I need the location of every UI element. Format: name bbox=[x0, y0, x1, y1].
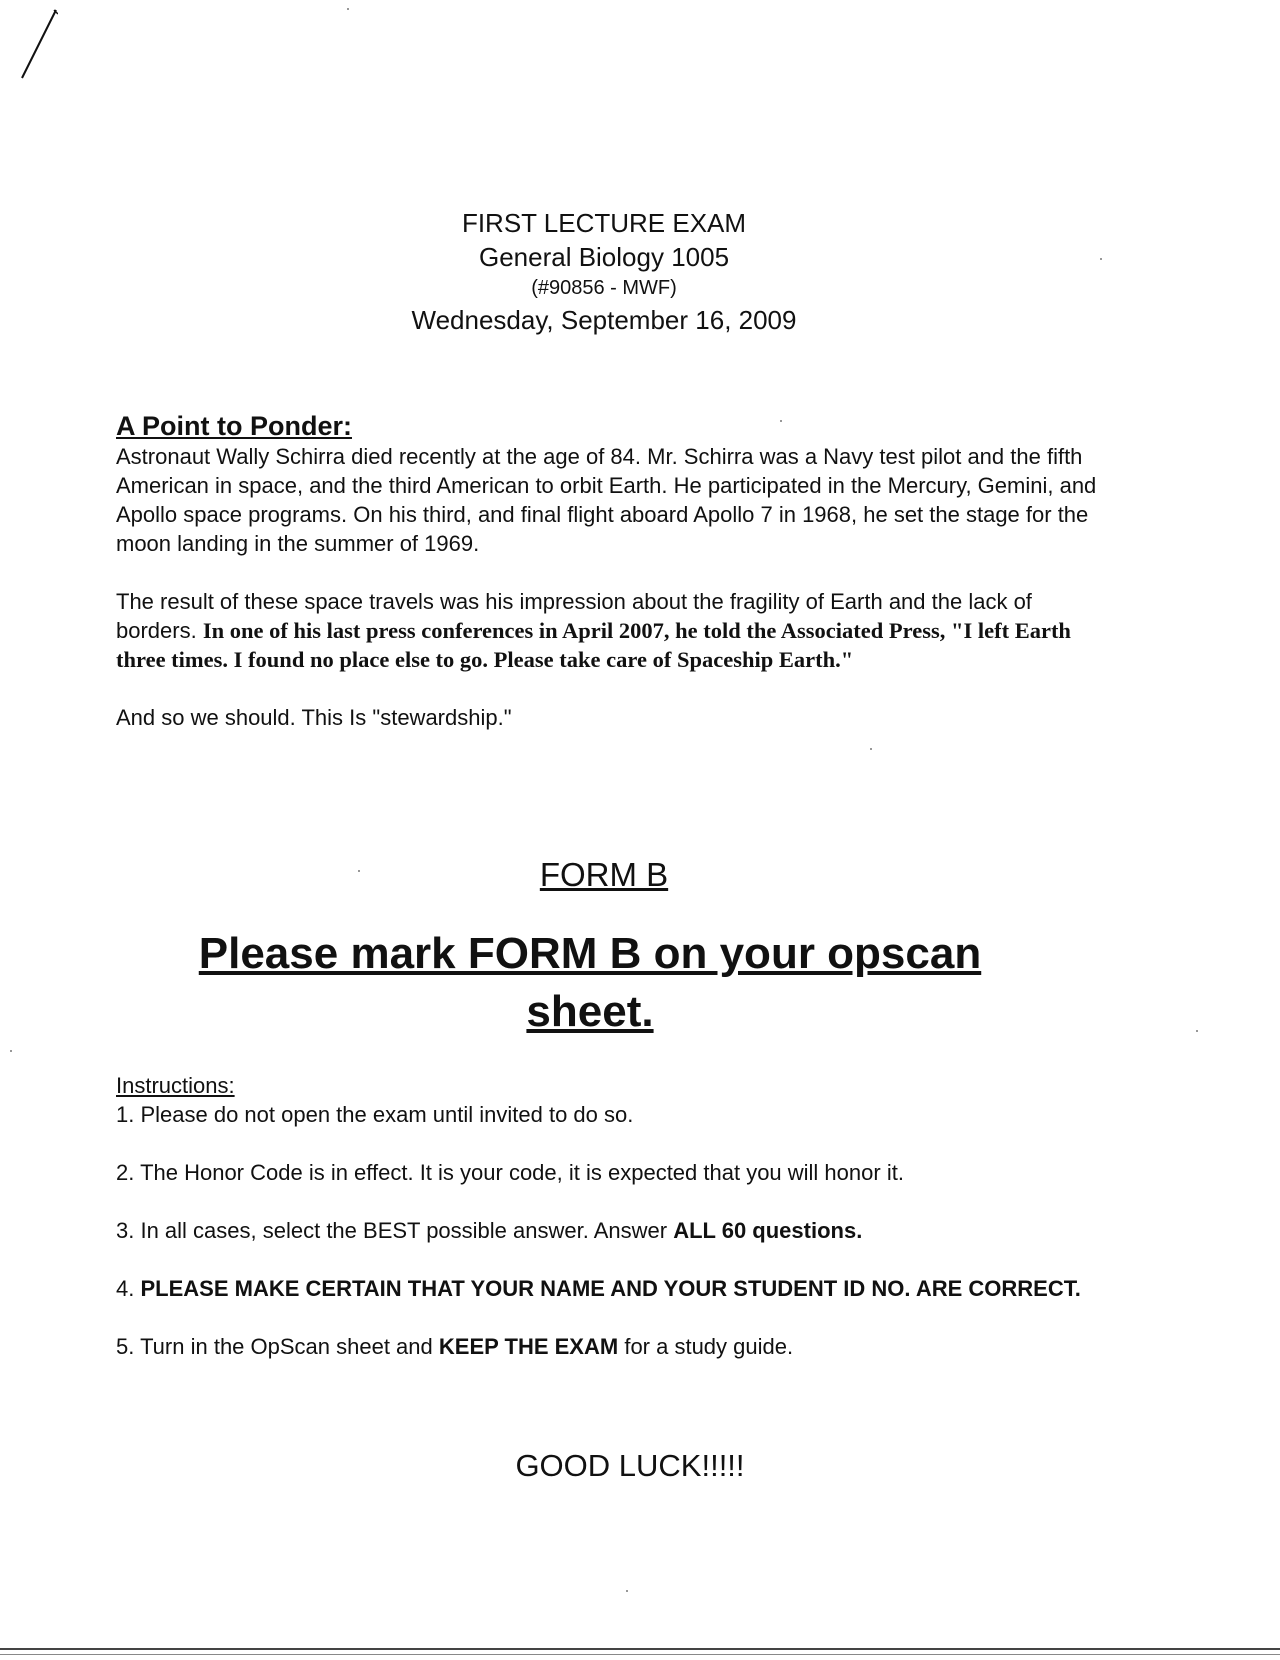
scan-speck bbox=[870, 748, 872, 750]
instruction-item-5-prefix: 5. Turn in the OpScan sheet and bbox=[116, 1334, 433, 1359]
instruction-item-4 bbox=[116, 1274, 1116, 1304]
instruction-item-1: 1. Please do not open the exam until invited to do so. bbox=[116, 1102, 634, 1127]
section-number: (#90856 - MWF) bbox=[531, 277, 677, 299]
instruction-item-4-number: 4. bbox=[116, 1276, 135, 1301]
scan-speck bbox=[1100, 258, 1102, 260]
instruction-item-2: 2. The Honor Code is in effect. It is your code, it is expected that you will honor it. bbox=[116, 1160, 904, 1185]
instruction-item-4-text: PLEASE MAKE CERTAIN THAT YOUR NAME AND YOUR STUDENT ID NO. ARE CORRECT. bbox=[140, 1276, 1081, 1301]
scan-speck bbox=[626, 1590, 628, 1592]
scan-speck bbox=[1196, 1030, 1198, 1032]
ponder-paragraph-2-plain: The result of these space travels was his impression about the fragility of Earth and the lack of borders. bbox=[116, 589, 1032, 643]
page-bottom-border bbox=[0, 1648, 1280, 1650]
instructions-heading: Instructions: bbox=[116, 1073, 235, 1098]
instructions-section bbox=[116, 1072, 1116, 1362]
exam-title: FIRST LECTURE EXAM bbox=[461, 208, 747, 238]
ponder-paragraph-3: And so we should. This Is "stewardship." bbox=[116, 705, 512, 730]
course-name: General Biology 1005 bbox=[478, 242, 730, 272]
ponder-paragraph-1: Astronaut Wally Schirra died recently at the age of 84. Mr. Schirra was a Navy test pilot and the fifth American in space, and the third American to orbit Earth. He participated in the Mercury, Gemini, and Apollo space programs. On his third, and final flight aboard Apollo 7 in 1968, he set the stage for the moon landing in the summer of 1969. bbox=[116, 444, 1097, 556]
ponder-quote: In one of his last press conferences in April 2007, he told the Associated Press, "I left Earth three times. I found no place else to go. Please take care of Spaceship Earth." bbox=[116, 618, 1071, 672]
ponder-title: A Point to Ponder: bbox=[116, 411, 352, 441]
exam-header bbox=[0, 206, 1208, 338]
scan-speck bbox=[358, 870, 360, 872]
exam-date: Wednesday, September 16, 2009 bbox=[411, 305, 797, 335]
point-to-ponder-section bbox=[116, 410, 1116, 732]
ponder-paragraph-2 bbox=[116, 587, 1116, 674]
form-label: FORM B bbox=[539, 856, 669, 893]
scan-speck bbox=[780, 420, 782, 422]
instruction-item-5 bbox=[116, 1332, 1116, 1362]
form-instruction-banner: Please mark FORM B on your opscan sheet. bbox=[198, 929, 982, 1036]
scan-speck bbox=[10, 1050, 12, 1052]
instruction-item-3-emphasis: ALL 60 questions. bbox=[673, 1218, 863, 1243]
instruction-item-5-suffix: for a study guide. bbox=[624, 1334, 794, 1359]
scan-speck bbox=[347, 8, 349, 10]
instruction-item-5-emphasis: KEEP THE EXAM bbox=[438, 1334, 619, 1359]
instruction-item-3-text: 3. In all cases, select the BEST possible answer. Answer bbox=[116, 1218, 668, 1243]
page-bottom-border-secondary bbox=[0, 1654, 1280, 1655]
closing-message: GOOD LUCK!!!!! bbox=[515, 1448, 745, 1483]
instruction-item-3 bbox=[116, 1216, 1116, 1246]
pen-stroke-mark bbox=[18, 4, 58, 84]
